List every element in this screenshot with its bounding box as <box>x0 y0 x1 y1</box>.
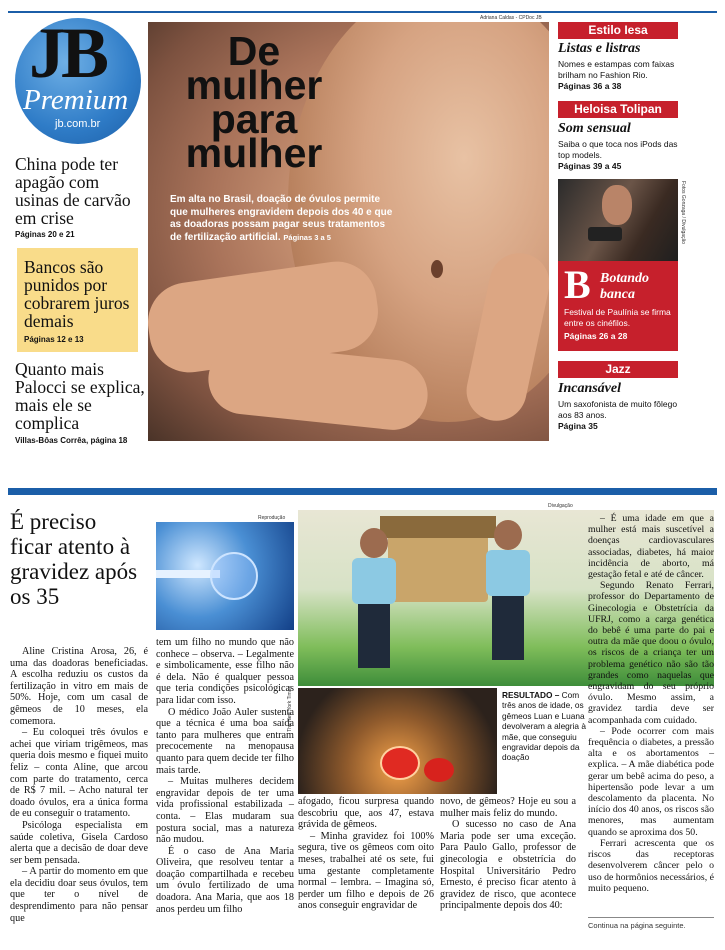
botando-banca-box[interactable] <box>558 261 678 351</box>
botando-pages: Páginas 26 a 28 <box>564 331 628 341</box>
logo-premium-text: Premium <box>23 84 129 116</box>
caption-label: RESULTADO – <box>502 690 560 700</box>
caption-text: Com três anos de idade, os gêmeos Luan e Luana devolveram a alegria à mãe, que conseguiu engravidar depois da doação <box>502 690 586 763</box>
cover-pages: Páginas 3 a 5 <box>283 232 331 242</box>
child-figure <box>484 520 530 670</box>
teaser-bancos-headline[interactable]: Bancos são punidos por cobrarem juros demais <box>24 257 130 331</box>
face-shape <box>602 185 632 225</box>
estilo-text: Nomes e estampas com faixas brilham no Fashion Rio. <box>558 59 675 80</box>
paragraph: – Muitas mulheres decidem engravidar depois de ter uma vida profissional estabilizada – conta. – Elas mudaram sua postura social, mas a natureza não mudou. <box>156 776 294 846</box>
paragraph: É o caso de Ana Maria Oliveira, que resolveu tentar a doação compartilhada e recebeu um óvulo fertilizado de uma doadora. Ana Maria, que aos 18 anos perdeu um filho <box>156 845 294 915</box>
section-divider <box>8 488 717 495</box>
micro-photo-credit: Reprodução <box>258 515 286 521</box>
teaser-palocci-pages: Villas-Bôas Corrêa, página 18 <box>15 436 128 445</box>
paragraph: – Minha gravidez foi 100% segura, tive os gêmeos com oito meses, trabalhei até os sete, fui uma gestante completamente normal – lembra. – Imagina só, perder um filho e depois de 26 anos conseguir engravidar de <box>298 830 434 912</box>
cover-body <box>170 194 395 244</box>
playhouse-shape <box>388 522 488 602</box>
som-title[interactable]: Som sensual <box>558 121 631 136</box>
navel-shape <box>431 260 443 278</box>
lab-photo-credit: The New York Times <box>287 686 293 732</box>
som-text: Saiba o que toca nos iPods das top models. <box>558 139 678 160</box>
paragraph: – É uma idade em que a mulher está mais suscetível a doenças cardiovasculares associadas, diabetes, há maior incidência de aborto, má gestação fetal e até de câncer. <box>588 513 714 581</box>
article-column-1 <box>10 646 148 924</box>
logo-jb-text: JB <box>29 18 106 93</box>
drop-initial: B <box>564 262 591 307</box>
paragraph: – A partir do momento em que ela decidiu doar seus óvulos, tem que ter o nível de desprendimento para não pensar que <box>10 866 148 924</box>
paragraph: Psicóloga especialista em saúde coletiva, Gisela Cardoso alerta que a decisão de doar deve ser bem pensada. <box>10 819 148 866</box>
paragraph: – Pode ocorrer com mais frequência o diabetes, a pressão alta e os abortamentos – explica. – A mãe diabética pode gerar um bebê acima do peso, a hipertensão pode levar a um descolamento da placenta. No início dos 40 anos, os riscos são menores, mas aumentam quando se aproxima dos 50. <box>588 725 714 838</box>
cover-headline: De mulher para mulher <box>185 28 323 176</box>
teaser-palocci-headline[interactable]: Quanto mais Palocci se explica, mais ele se complica <box>15 359 145 433</box>
cover-photo-credit: Adriana Caldas - CPDoc JB <box>480 15 542 21</box>
jb-premium-logo[interactable] <box>15 18 141 144</box>
estilo-title[interactable]: Listas e listras <box>558 41 641 56</box>
paragraph: afogado, ficou surpresa quando descobriu que, aos 47, estava grávida de gêmeos. <box>298 796 434 831</box>
article-column-5 <box>588 513 714 894</box>
estilo-pages: Páginas 36 a 38 <box>558 81 622 91</box>
jazz-title[interactable]: Incansável <box>558 381 621 396</box>
jazz-pages: Página 35 <box>558 421 598 431</box>
article-column-3 <box>298 796 434 912</box>
paragraph: tem um filho no mundo que não conhece – observa. – Legalmente e simbolicamente, esse filho não é dela. Não é qualquer pessoa que teria condições psicológicas para lidar com isso. <box>156 637 294 706</box>
section-estilo-iesa[interactable]: Estilo Iesa <box>558 22 678 39</box>
botando-title: Botando banca <box>600 271 650 302</box>
teaser-china-headline[interactable]: China pode ter apagão com usinas de carvão em crise <box>15 154 131 228</box>
petri-dish-shape <box>380 746 420 780</box>
paragraph: O sucesso no caso de Ana Maria pode ser uma exceção. Para Paulo Gallo, professor de ginecologia e obstetrícia do Hospital Universitário Pedro Ernesto, é preciso ficar atento à gravidez de risco, que acontece principalmente depois dos 40: <box>440 819 576 912</box>
paragraph: O médico João Auler sustenta que a técnica é uma boa saída tanto para mulheres que entram precocemente na menopausa quanto para quem decide ter filho mais tarde. <box>156 706 294 776</box>
film-photo[interactable] <box>558 179 678 261</box>
logo-url: jb.com.br <box>55 118 101 130</box>
cover-photo[interactable] <box>148 22 549 441</box>
kids-photo-credit: Divulgação <box>548 503 573 509</box>
botando-text: Festival de Paulínia se firma entre os cinéfilos. <box>564 307 671 328</box>
section-jazz[interactable]: Jazz <box>558 361 678 378</box>
paragraph: Aline Cristina Arosa, 26, é uma das doadoras beneficiadas. A escolha reduziu os custos da fertilização in vitro em mais de 50%. Hoje, com um casal de gêmeos de 10 meses, ela comemora. <box>10 646 148 727</box>
gun-shape <box>588 227 622 241</box>
child-figure <box>350 528 396 678</box>
section-heloisa-tolipan[interactable]: Heloisa Tolipan <box>558 101 678 118</box>
teaser-china-pages: Páginas 20 e 21 <box>15 230 75 239</box>
jazz-text: Um saxofonista de muito fôlego aos 83 anos. <box>558 399 678 420</box>
microscope-photo[interactable] <box>156 522 294 630</box>
lab-photo[interactable] <box>298 688 497 794</box>
article-column-2 <box>156 637 294 915</box>
som-pages: Páginas 39 a 45 <box>558 161 622 171</box>
teaser-bancos-pages: Páginas 12 e 13 <box>24 335 84 344</box>
film-photo-credit: Fotos Gonzaga / Divulgação <box>680 181 686 245</box>
paragraph: novo, de gêmeos? Hoje eu sou a mulher mais feliz do mundo. <box>440 796 576 819</box>
article-column-4 <box>440 796 576 912</box>
egg-cell-shape <box>210 552 258 600</box>
paragraph: – Eu coloquei três óvulos e achei que viriam trigêmeos, mas queria dois mesmo e fiquei muito feliz – conta Aline, que arcou com parte do tratamento, cerca de R$ 7 mil. – Acho natural ter doado óvulos, era a única forma de eu conseguir o tratamento. <box>10 727 148 820</box>
photo-caption <box>502 690 592 763</box>
article-headline: É preciso ficar atento à gravidez após os 35 <box>10 509 138 609</box>
top-rule <box>8 11 717 13</box>
paragraph: Segundo Renato Ferrari, professor do Departamento de Ginecologia e Obstetrícia da UFRJ, como a carga genética do bebê é uma parte do pai e outra da mãe que doou o óvulo, os riscos de a criança ter um problema genético não são tão grandes como naquelas que engravidam do seu próprio óvulo. Mesmo assim, a gravidez tardia deve ser acompanhada com cuidado. <box>588 580 714 726</box>
cover-body-text: Em alta no Brasil, doação de óvulos permite que mulheres engravidem depois dos 40 e que as doadoras possam pagar seus tratamentos de fertilização artificial. <box>170 194 393 243</box>
continue-note[interactable]: Continua na página seguinte. <box>588 917 714 930</box>
petri-dish-shape <box>424 758 454 782</box>
paragraph: Ferrari acrescenta que os riscos das receptoras desenvolverem câncer pelo o uso de hormônios necessários, é muito pequeno. <box>588 837 714 894</box>
